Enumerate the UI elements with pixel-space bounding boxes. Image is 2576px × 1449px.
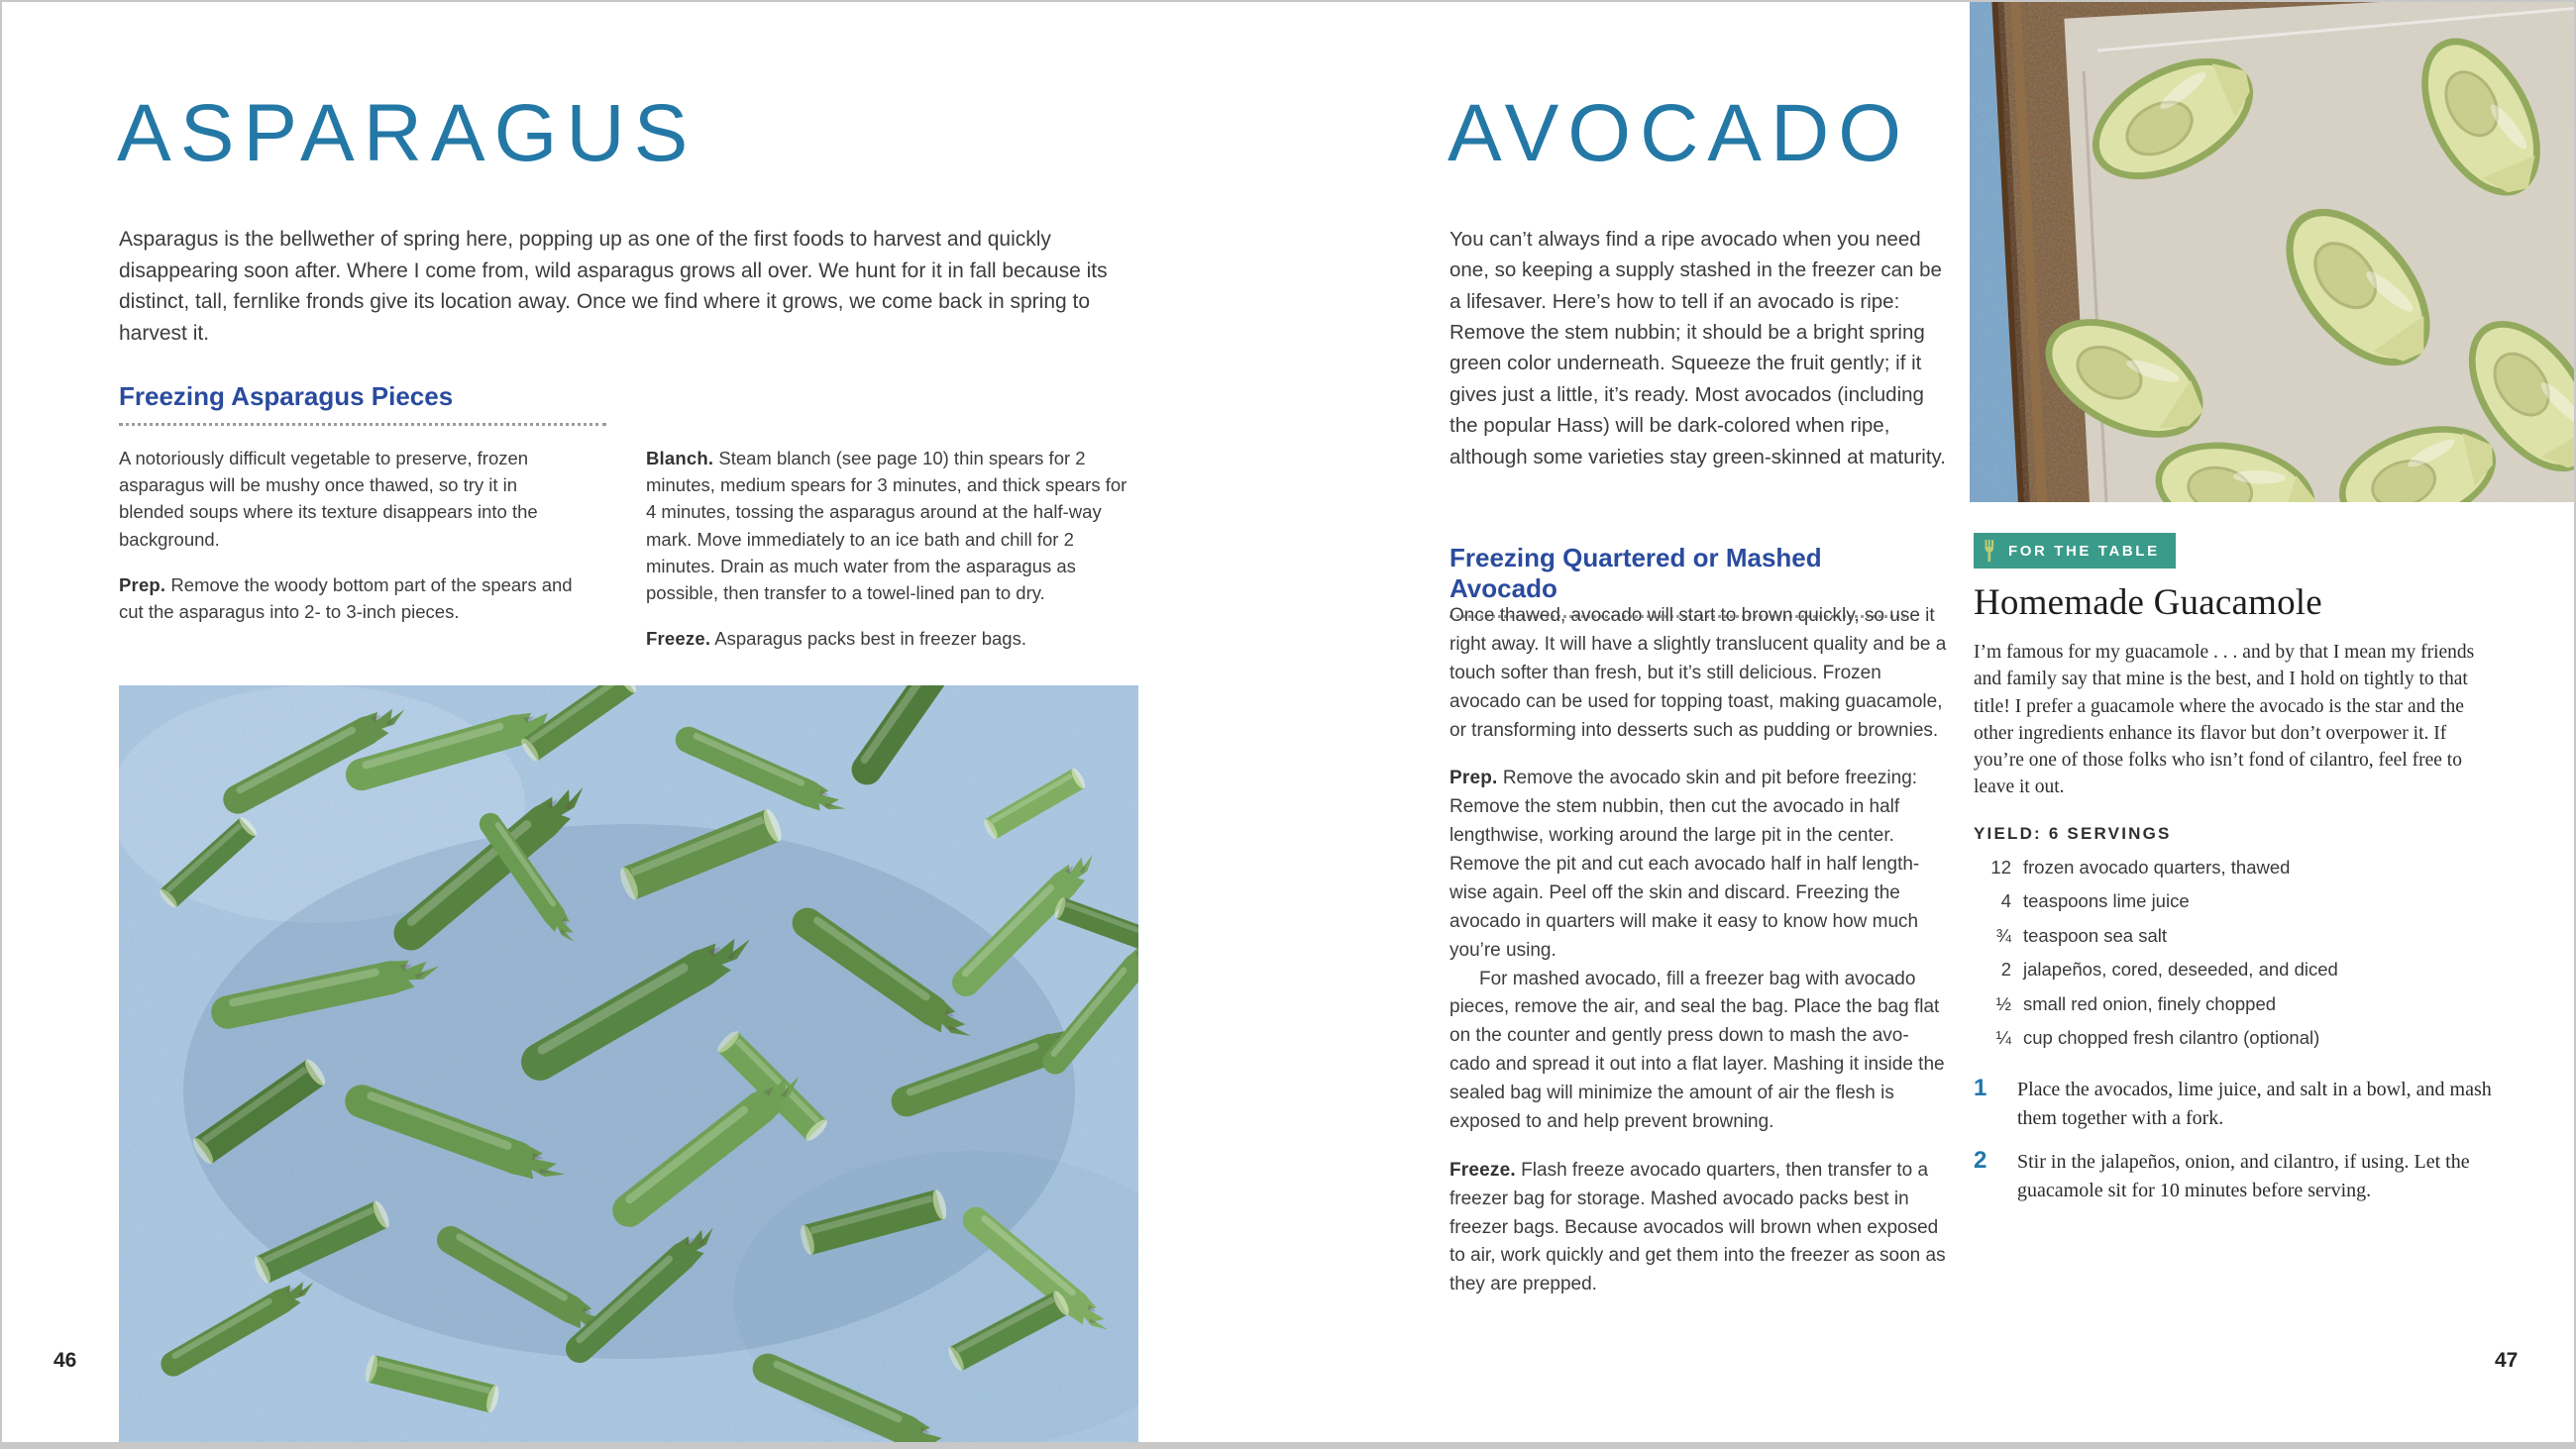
badge-label: FOR THE TABLE [2008, 542, 2160, 560]
ingredient-qty: 12 [1990, 856, 2011, 878]
blanch-text: Steam blanch (see page 10) thin spears for 2 minutes, medium spears for 3 minutes, and thick spears for 4 minutes, tossing the asparagus around at the half-way mark. Move immediately to an ice bath and chill for 2 minutes. Drain as much water from the asparagus as possible, then transfer to a towel-lined pan to dry. [646, 448, 1127, 603]
page-number-left: 46 [54, 1349, 77, 1372]
asparagus-freeze-paragraph [646, 625, 1139, 652]
prep-text: Remove the avocado skin and pit before freezing: Remove the stem nubbin, then cut the avocado in half lengthwise, working around the large pit in the center. Remove the pit and cut each avocado half in half length-wise again. Peel off the skin and discard. Freezing the avocado in quarters will make it easy to know how much you’re using. [1449, 768, 1920, 961]
avocado-section-heading: Freezing Quartered or Mashed Avocado [1449, 543, 1905, 618]
step-text: Place the avocados, lime juice, and salt in a bowl, and mash them together with a fork. [2017, 1079, 2492, 1129]
asparagus-blanch-paragraph [646, 445, 1139, 606]
ingredient-qty: ¼ [1995, 1027, 2011, 1049]
ingredient-text: jalapeños, cored, deseeded, and diced [2023, 959, 2338, 981]
asparagus-overview-paragraph: A notoriously difficult vegetable to preserve, frozen asparagus will be mushy once thawed, so try it in blended soups where its texture disappears into the background. [119, 448, 538, 550]
avocado-photo-illustration [1970, 2, 2576, 502]
asparagus-photo-illustration [119, 685, 1138, 1444]
ingredient-text: small red onion, finely chopped [2023, 992, 2277, 1014]
asparagus-column-1 [119, 445, 577, 625]
ingredient-text: teaspoon sea salt [2023, 924, 2168, 946]
step-text: Stir in the jalapeños, onion, and cilantro, if using. Let the guacamole sit for 10 minutes before serving. [2017, 1151, 2470, 1202]
avocado-prep-paragraph [1449, 765, 1949, 965]
avocado-freeze-paragraph [1449, 1157, 1949, 1299]
recipe-sidebar [1974, 533, 2530, 1205]
step-number: 2 [1974, 1147, 1987, 1175]
ingredient-qty: 2 [2000, 959, 2011, 981]
ingredient-text: frozen avocado quarters, thawed [2023, 856, 2291, 878]
asparagus-prep-paragraph [119, 571, 577, 625]
asparagus-section-heading: Freezing Asparagus Pieces [119, 381, 606, 426]
recipe-yield: YIELD: 6 SERVINGS [1974, 823, 2172, 843]
asparagus-photo [119, 685, 1138, 1444]
ingredient-qty: 4 [2000, 890, 2011, 912]
recipe-intro-paragraph: I’m famous for my guacamole . . . and by that I mean my friends and family say that mine is the best, and I hold on tightly to that title! I prefer a guacamole where the avocado is the star and the other ingredients enhance its flavor but don’t overpower it. If you’re one of those folks who isn’t fond of cilantro, feel free to leave it out. [1974, 642, 2475, 798]
for-the-table-badge [1974, 533, 2176, 569]
ingredient-text: teaspoons lime juice [2023, 890, 2190, 912]
avocado-chapter-title: AVOCADO [1448, 88, 1910, 178]
freeze-label: Freeze. [646, 628, 711, 650]
recipe-steps [1974, 1076, 2530, 1204]
avocado-intro-paragraph: You can’t always find a ripe avocado when you need one, so keeping a supply stashed in the freezer can be a lifesaver. Here’s how to tell if an avocado is ripe: Remove the stem nubbin; it should be a bright spring green color underneath. Squeeze the fruit gently; if it gives just a little, it’s ready. Most avocados (including the popular Hass) will be dark-colored when ripe, although some varieties stay green-skinned at maturity. [1449, 228, 1946, 468]
asparagus-chapter-title: ASPARAGUS [117, 88, 698, 178]
recipe-step [1974, 1148, 2530, 1204]
ingredient-qty: ¾ [1995, 924, 2011, 946]
prep-label: Prep. [1449, 768, 1498, 789]
step-number: 1 [1974, 1075, 1987, 1102]
recipe-title: Homemade Guacamole [1974, 582, 2322, 623]
freeze-text: Asparagus packs best in freezer bags. [714, 628, 1026, 650]
prep-text: Remove the woody bottom part of the spears and cut the asparagus into 2- to 3-inch pieces. [119, 573, 573, 622]
asparagus-column-2 [646, 445, 1139, 652]
avocado-photo [1970, 2, 2576, 502]
avocado-mashed-paragraph: For mashed avocado, fill a freezer bag with avocado pieces, remove the air, and seal the bag. Place the bag flat on the counter and gently press down to mash the avo-cado and spread it out into a flat layer. Mashing it inside the sealed bag will minimize the amount of air the flesh is exposed to and help prevent browning. [1449, 968, 1945, 1132]
page-number-right: 47 [2495, 1349, 2519, 1372]
avocado-body-column [1449, 602, 1949, 1299]
ingredient-qty: ½ [1995, 992, 2011, 1014]
ingredient-list [1974, 857, 2530, 1050]
prep-label: Prep. [119, 573, 166, 595]
avocado-overview-paragraph: Once thawed, avocado will start to brown quickly, so use it right away. It will have a slightly translucent quality and be a touch softer than fresh, but it’s still delicious. Frozen avocado can be used for topping toast, making guacamole, or transforming into desserts such as pudding or brownies. [1449, 605, 1947, 741]
blanch-label: Blanch. [646, 448, 714, 468]
recipe-step [1974, 1076, 2530, 1132]
freeze-text: Flash freeze avocado quarters, then transfer to a freezer bag for storage. Mashed avocado packs best in freezer bags. Because avocados will brown when exposed to air, work quickly and get them into the freezer as soon as they are prepped. [1449, 1159, 1946, 1295]
freeze-label: Freeze. [1449, 1159, 1516, 1181]
fork-icon [1983, 539, 1999, 563]
ingredient-text: cup chopped fresh cilantro (optional) [2023, 1027, 2320, 1049]
asparagus-intro-paragraph: Asparagus is the bellwether of spring here, popping up as one of the first foods to harvest and quickly disappearing soon after. Where I come from, wild asparagus grows all over. We hunt for it in fall because its distinct, tall, fernlike fronds give its location away. Once we find where it grows, we come back in spring to harvest it. [119, 228, 1108, 345]
